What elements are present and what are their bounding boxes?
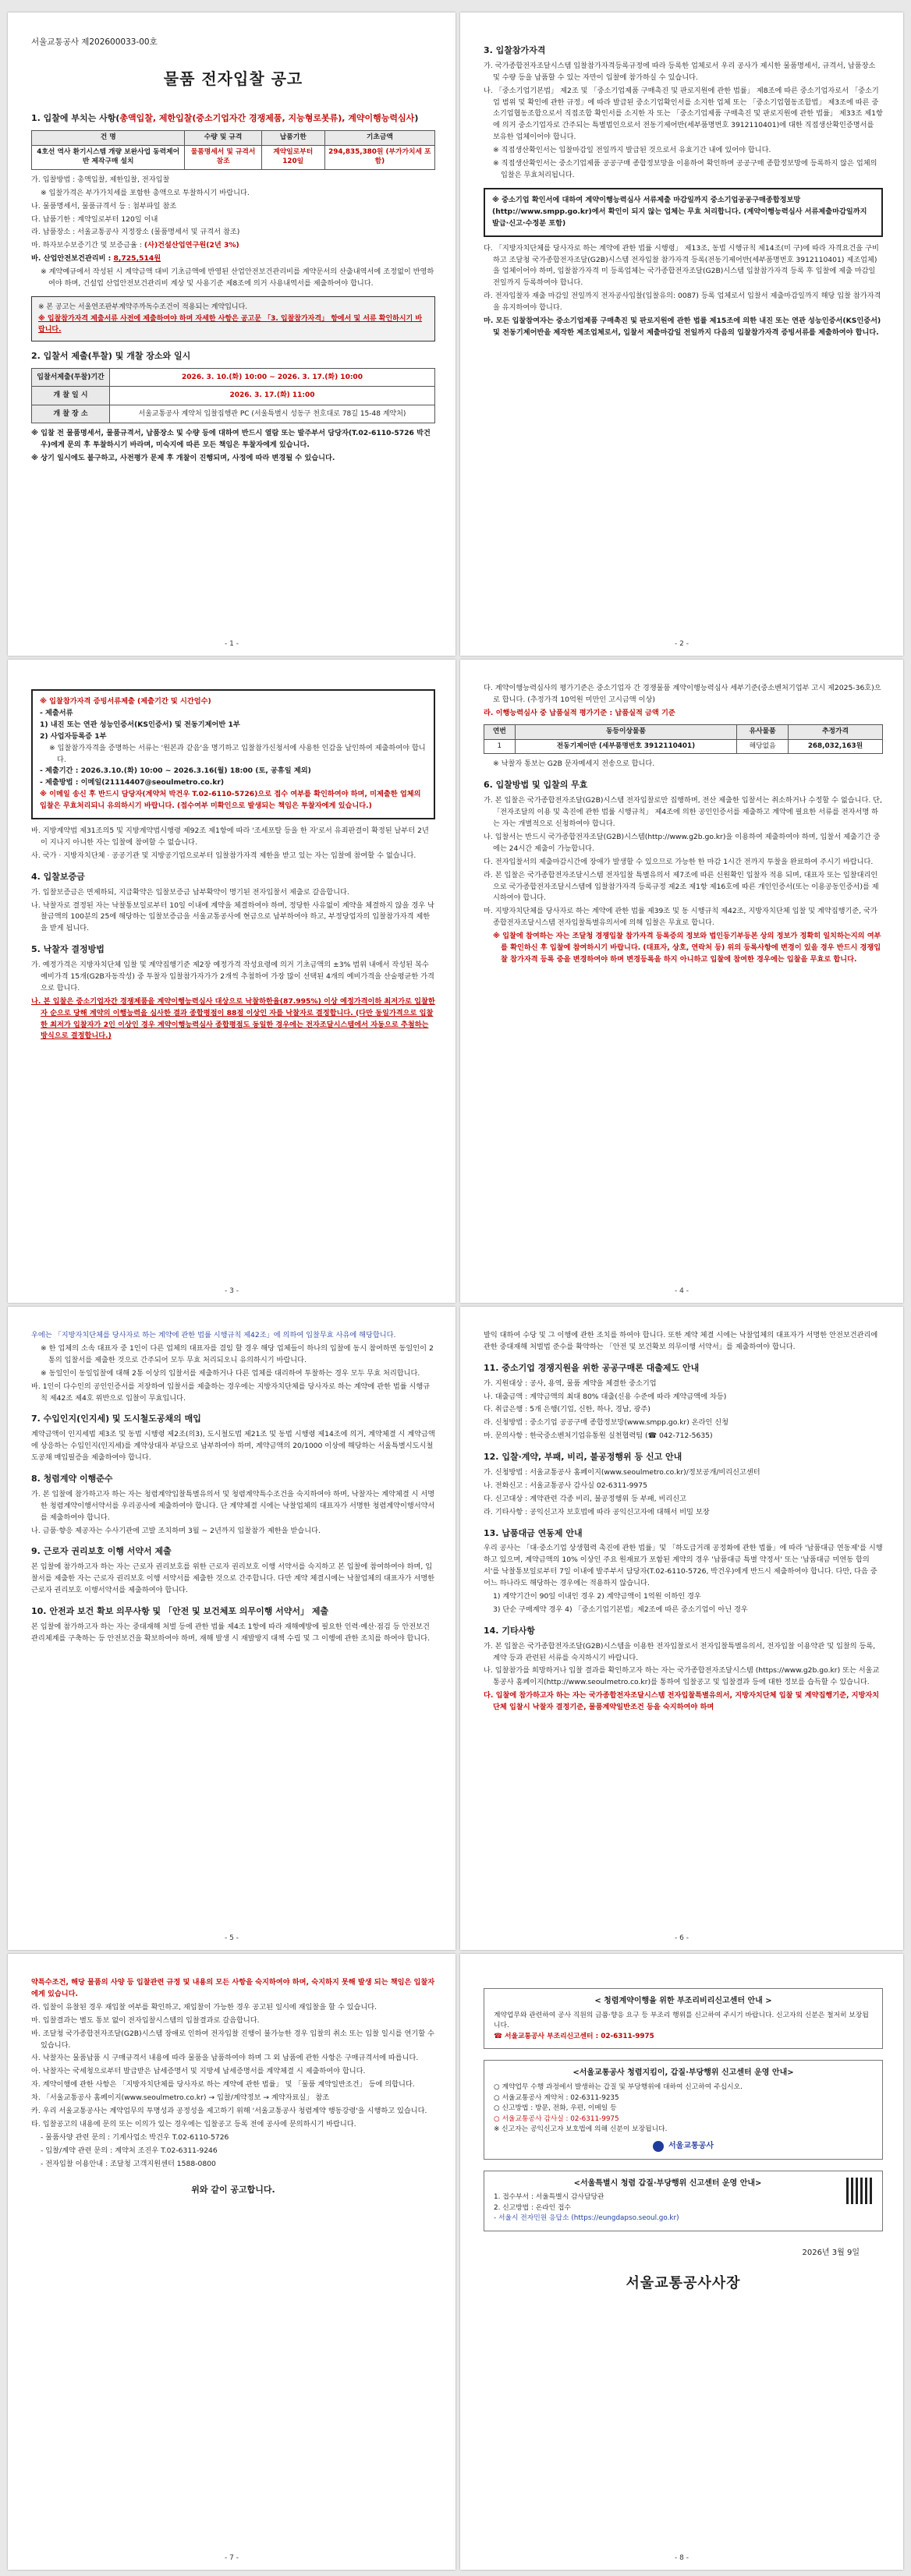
qr-code-icon	[846, 2178, 873, 2204]
list-item: 차. 「서울교통공사 홈페이지(www.seoulmetro.co.kr) → 입찰/계약정보 → 계약자료실」 참조	[31, 2093, 330, 2103]
list-item: 나. 「중소기업기본법」 제2조 및 「중소기업제품 구매촉진 및 판로지원에 관한 법률」 제8조에 따른 중소기업자로서 「중소기업 범위 및 확인에 관한 규정」에 따라 발급된 중소기업확인서를 소지한 업체 또는 「중소기업협동조합법」 제3조에 따른 중소기업협동조합으로서 직접조합 확인서를 소지한 자 또는 「중소기업제품 구매촉진 및 판로지원에 관한 법률」 제33조 제1항에 의거 중소기업자로 간주되는 특별법인으로서 전동기제어반(세부품명번호 3912110401)에 대한 직접생산확인증명서를 보유한 업체이어야 합니다.	[484, 86, 883, 142]
list-item: 바. 1인이 다수인의 공인인증서를 저장하여 입찰서를 제출하는 경우에는 지방자치단체를 당사자로 하는 계약에 관한 법률 시행규칙 제42조 제4호 위반으로 입찰이 무효입니다.	[31, 1382, 431, 1403]
notice-contact: ☎ 서울교통공사 부조리신고센터 : 02-6311-9975	[494, 2032, 654, 2040]
schedule-value: 2026. 3. 17.(화) 11:00	[110, 387, 435, 405]
section-4-heading: 4. 입찰보증금	[31, 871, 85, 882]
page-7	[8, 1954, 456, 2570]
box-line: ※ 이메일 송신 후 반드시 담당자(계약처 박건우 T.02-6110-5726)으로 접수 여부를 확인하여야 하며, 미제출한 업체의 입찰은 무효처리되니 유의하시기 바랍니다. (접수여부 미확인으로 발생되는 책임은 투찰자에게 있습니다.)	[40, 790, 421, 811]
list-item: 라. 납품장소 : 서울교통공사 지정장소 (물품명세서 및 규격서 참조)	[31, 228, 240, 237]
section-7-heading: 7. 수입인지(인지세) 및 도시철도공채의 매입	[31, 1414, 201, 1424]
lead-text: 약특수조건, 해당 물품의 사양 등 입찰관련 규정 및 내용의 모든 사항을 숙지하여야 하며, 숙지하지 못해 발생 되는 책임은 입찰자에게 있습니다.	[31, 1978, 435, 1998]
list-item: 가. 지원대상 : 공사, 용역, 물품 계약을 체결한 중소기업	[484, 1378, 657, 1388]
list-item: 바. 산업안전보건관리비 : 8,725,514원	[31, 254, 161, 264]
page-6	[460, 1307, 903, 1950]
notice-box-seoul	[484, 2171, 883, 2231]
notice-box-integrity	[484, 1988, 883, 2049]
list-item: ※ 입찰가격은 부가가치세를 포함한 총액으로 투찰하시기 바랍니다.	[41, 188, 250, 197]
table-header: 수량 및 규격	[185, 131, 261, 146]
list-item: 라. 신청방법 : 중소기업 공공구매 종합정보망(www.smpp.go.kr) 온라인 신청	[484, 1418, 729, 1428]
list-item: ※ 동일인이 동일입찰에 대해 2통 이상의 입찰서를 제출하거나 다른 업체를 대리하여 투찰하는 경우 모두 무효 처리합니다.	[41, 1368, 420, 1378]
list-item: ※ 직접생산확인서는 입찰마감일 전일까지 발급된 것으로서 유효기간 내에 있어야 합니다.	[493, 146, 771, 155]
list-item: 마. 문의사항 : 한국중소벤처기업유통원 실천협력팀 (☎ 042-712-5635)	[484, 1431, 713, 1441]
section-5-heading: 5. 낙찰자 결정방법	[31, 944, 105, 955]
list-item: 다. 「지방자치단체를 당사자로 하는 계약에 관한 법률 시행령」 제13조, 동법 시행규칙 제14조(미 구)에 따라 자격요건을 구비하고 조달청 국가종합전자조달(G2B)시스템 전자입찰 참가자격 등록(전동기제어반(세부품명번호 3912110401) 제조업체)을 업체이어야 하며, 입찰참가자격 미 등록업체는 국가종합전자조달(G2B)시스템 입찰참가자격 등록 후 입찰에 제출 마감일 전일까지 등록하여야 합니다.	[484, 243, 879, 288]
list-item: 가. 입찰방법 : 총액입찰, 제한입찰, 전자입찰	[31, 175, 170, 184]
notice-line: - 서울시 전자민원 응답소 (https://eungdapso.seoul.go.kr)	[494, 2214, 679, 2223]
schedule-key: 개 찰 장 소	[32, 405, 110, 423]
safety-note: ※ 계약예규에서 작성된 시 계약금액 대비 기초금액에 반영된 산업안전보건관리비를 계약문서의 산출내역서에 조정없이 반영하여야 하며, 건설업 산업안전보건관리비 계상 및 사용기준 제8조에 의거 사용내역서를 제출하여야 합니다.	[41, 267, 434, 288]
contact-line: - 전자입찰 이용안내 : 조달청 고객지원센터 1588-0800	[41, 2159, 216, 2168]
box-line: 2) 사업자등록증 1부	[40, 731, 107, 741]
list-item: 라. 기타사항 : 공익신고자 보호법에 따라 공익신고자에 대해서 비밀 보장	[484, 1507, 710, 1516]
page-number: - 5 -	[225, 1934, 239, 1942]
contact-line: - 입찰/계약 관련 문의 : 계약처 조진우 T.02-6311-9246	[41, 2146, 218, 2155]
list-item: 나. 입찰서는 반드시 국가종합전자조달(G2B)시스템(http://www.g2b.go.kr)을 이용하여 제출하여야 하며, 입찰서 제출기간 중에는 24시간 제출이 가능합니다.	[484, 832, 881, 853]
list-item: 라. 입찰이 유찰된 경우 재입찰 여부를 확인하고, 재입찰이 가능한 경우 공고된 일시에 재입찰을 할 수 있습니다.	[31, 2002, 378, 2012]
table-cell: 해당없음	[737, 739, 789, 754]
page-number: - 1 -	[225, 640, 239, 648]
page-8	[460, 1954, 903, 2570]
red-note: ※ 입찰에 참여하는 자는 조달청 경쟁입찰 참가자격 등록증의 정보와 법인등기부등본 상의 정보가 정확히 일치하는지의 여부를 확인하신 후 입찰에 참여하시기 바랍니다. (대표자, 상호, 연락처 등) 위의 등록사항에 변경이 있을 경우 반드시 경쟁입찰 참가자격 등록 중을 변경하여야 하며 변경등록을 하지 아니하고 입찰에 참여한 경우에는 입찰을 무효로 합니다.	[493, 932, 881, 964]
table-header: 납품기한	[261, 131, 324, 146]
list-item: 아. 낙찰자는 국세청으로부터 발급받은 납세증명서 및 지방세 납세증명서를 계약체결 시 제출하여야 합니다.	[31, 2067, 366, 2076]
box-line: ※ 입찰참가자격을 증명하는 서류는 '원본과 같음'을 명기하고 입찰참가신청서에 사용한 인감을 날인하여 제출하여야 합니다.	[49, 743, 426, 764]
list-item: 타. 입찰공고의 내용에 문의 또는 이의가 있는 경우에는 입찰공고 등록 전에 공사에 문의하시기 바랍니다.	[31, 2119, 356, 2128]
list-item: 마. 하자보수보증기간 및 보증금율 : (사)건설산업연구원(2년 3%)	[31, 241, 239, 250]
list-item: ※ 직접생산확인서는 중소기업제품 공공구매 종합정보망을 이용하여 확인하며 공공구매 종합정보망에 등록하지 않은 업체의 입찰은 무효처리됩니다.	[493, 159, 877, 179]
section-13-heading: 13. 납품대금 연동제 안내	[484, 1527, 583, 1538]
page-3	[8, 660, 456, 1303]
notice-line: ○ 계약업무 수행 과정에서 발생하는 갑질 및 부당행위에 대하여 신고하여 주십시오.	[494, 2082, 743, 2091]
company-logo: 서울교통공사	[494, 2140, 873, 2153]
table-cell: 전동기제어반 (세부품명번호 3912110401)	[515, 739, 737, 754]
notice-line: ○ 서울교통공사 감사실 : 02-6311-9975	[494, 2114, 619, 2123]
list-item: 가. 국가종합전자조달시스템 입찰참가자격등록규정에 따라 등록한 업체로서 우리 공사가 제시한 물품명세서, 규격서, 납품장소 및 수량 등을 납품할 수 있는 자만이 입찰에 참가하실 수 있습니다.	[484, 61, 876, 82]
notice-title: <서울특별시 청렴 갑질·부당행위 신고센터 운영 안내>	[573, 2178, 762, 2188]
schedule-table	[31, 368, 435, 424]
list-item: 사. 낙찰자는 물품납품 시 구매규격서 내용에 따라 물품을 납품하여야 하며 그 외 납품에 관한 사항은 구매규격서에 따릅니다.	[31, 2054, 419, 2063]
list-item: 나. 물품명세서, 물품규격서 등 : 첨부파일 참조	[31, 201, 177, 211]
schedule-key: 개 찰 일 시	[32, 387, 110, 405]
notice-title: <서울교통공사 청렴지킴이, 갑질·부당행위 신고센터 운영 안내>	[572, 2068, 794, 2078]
notice-number: 서울교통공사 제202600033-00호	[31, 37, 158, 47]
table-header: 동등이상물품	[515, 724, 737, 739]
list-item: 라. 이행능력심사 중 납품실적 평가기준 : 납품실적 금액 기준	[484, 708, 675, 717]
section-text: 본 입찰에 참가하고자 하는 자는 중대재해 처벌 등에 관한 법률 제4조 1항에 따라 재해예방에 필요한 인력·예산·점검 등 안전보건관리체계를 구축하는 등 안전보건을 확보하여야 하며, 재해 발생 시 재발방지 대책 수립 및 그 이행에 관한 조치를 하여야 합니다.	[31, 1622, 431, 1643]
section-8-heading: 8. 청렴계약 이행준수	[31, 1473, 113, 1484]
notice-line: 2. 신고방법 : 온라인 접수	[494, 2203, 572, 2212]
table-header: 기초금액	[324, 131, 434, 146]
section-text: 우리 공사는 「대·중소기업 상생협력 촉진에 관한 법률」및 「하도급거래 공정화에 관한 법률」에 따라 '납품대금 연동제'를 시행하고 있으며, 계약금액의 10% 이상인 주요 원재료가 포함된 계약의 경우 '납품대금 특별 약정서' 또는 '납품대금 미연동 합의서'를 낙찰통보일로부터 7일 이내에 발주부서 담당자(T.02-6110-5726, 박건우)에게 반드시 제출하여야 합니다. 다만, 다음 중 어느 하나라도 해당하는 경우에는 적용하지 않습니다.	[484, 1544, 883, 1588]
list-item: 카. 우리 서울교통공사는 계약업무의 투명성과 공정성을 제고하기 위해 '서울교통공사 청렴계약 행동강령'을 시행하고 있습니다.	[31, 2107, 427, 2116]
logo-mark-icon	[653, 2141, 664, 2152]
notice-line: ※ 본 공고는 서울연조판부계약주까독수조건이 적용되는 계약입니다.	[38, 303, 248, 311]
table-header: 건 명	[32, 131, 185, 146]
note: ※ 낙찰자 통보는 G2B 문자메세지 전송으로 합니다.	[493, 759, 655, 769]
page-4	[460, 660, 903, 1303]
table-header: 연번	[484, 724, 516, 739]
notice-text: 계약업무와 관련하여 공사 직원의 금품·향응 요구 등 부조리 행위를 신고하여 주시기 바랍니다. 신고자의 신분은 철저히 보장됩니다.	[494, 2011, 869, 2030]
page-number: - 3 -	[225, 1287, 239, 1295]
list-item: 나. 대출금액 : 계약금액의 최대 80% 대출(신용 수준에 따라 계약금액에 차등)	[484, 1392, 727, 1401]
list-item: 가. 신청방법 : 서울교통공사 홈페이지(www.seoulmetro.co.kr)/정보공개/비리신고센터	[484, 1467, 760, 1477]
table-cell: 1	[484, 739, 516, 754]
list-item: 다. 신고대상 : 계약관련 각종 비리, 불공정행위 등 부패, 비리신고	[484, 1494, 687, 1503]
list-item: 라. 본 입찰은 국가종합전자조달시스템 전자입찰 특별유의서 제7조에 따른 신원확인 입찰자 적용 되며, 대표자 또는 입찰대리인으로 국가종합전자조달시스템에 입찰참가자격 등록규정 제2조 제1항 제16호에 따른 개인인증서(또는 이용공동인증서)를 제시하여야 합니다.	[484, 870, 879, 903]
notice-line: ○ 서울교통공사 계약처 : 02-6311-9235	[494, 2093, 619, 2102]
schedule-value: 서울교통공사 계약처 입찰집행관 PC (서울특별시 성동구 천호대로 78길 15-48 계약처)	[110, 405, 435, 423]
schedule-key: 입찰서제출(투찰)기간	[32, 368, 110, 387]
notice-line: 1. 접수부서 : 서울특별시 감사담당관	[494, 2193, 604, 2201]
section-text: 나. 금품·향응 제공자는 수사기관에 고발 조치하며 3월 ~ 2년까지 입찰참가 제한을 받습니다.	[31, 1526, 321, 1535]
notice-line: ※ 신고자는 공익신고자 보호법에 의해 신분이 보장됩니다.	[494, 2125, 668, 2134]
record-table	[484, 724, 883, 755]
list-item: 가. 본 입찰은 국가종합전자조달(G2B)시스템을 이용한 전자입찰로서 전자입찰특별유의서, 전자입찰 이용약관 및 입찰의 등록, 계약 등과 관련된 서류를 숙지하시기 바랍니다.	[484, 1641, 876, 1662]
section-11-heading: 11. 중소기업 경쟁지원을 위한 공공구매론 대출제도 안내	[484, 1362, 700, 1373]
list-item: 나. 입찰참가를 희망하거나 입찰 결과를 확인하고자 하는 자는 국가종합전자조달시스템 (https://www.g2b.go.kr) 또는 서울교통공사 홈페이지(http://www.seoulmetro.co.kr)를 통하여 입찰공고 및 입찰결과 등에 대한 정보를 습득할 수 있습니다.	[484, 1666, 880, 1687]
list-item: 다. 전자입찰서의 제출마감시간에 장애가 발생할 수 있으므로 가능한 한 마감 1시간 전까지 투찰을 완료하여 주시기 바랍니다.	[484, 857, 874, 866]
note: ※ 입찰 전 물품명세서, 물품규격서, 납품장소 및 수량 등에 대하여 반드시 열람 또는 발주부서 담당자(T.02-6110-5726 박건우)에게 문의 후 투찰하시기 바라며, 미숙지에 따른 모든 책임은 투찰자에게 있습니다.	[31, 429, 431, 450]
section-text: 가. 본 입찰에 참가하고자 하는 자는 청렴계약입찰특별유의서 및 청렴계약특수조건을 숙지하여야 하며, 낙찰자는 계약체결 시 서명한 청렴계약이행서약서를 우리공사에 제출하여야 합니다. 단 계약체결 시에는 낙찰업체의 대표자가 서명한 청렴계약이행서약서를 제출하여야 합니다.	[31, 1489, 435, 1522]
warning-box: ※ 중소기업 확인서에 대하여 계약이행능력심사 서류제출 마감일까지 중소기업공공구매종합정보망(http://www.smpp.go.kr)에서 확인이 되지 않는 업체는 무효 처리합니다. (계약이행능력심사 서류제출마감일까지 발급·신고·수정분 포함)	[484, 188, 883, 237]
box-line: 1) 내진 또는 연관 성능인증서(KS인증서) 및 전동기제어반 1부	[40, 720, 240, 729]
contact-line: - 물품사양 관련 문의 : 기계사업소 박건우 T.02-6110-5726	[41, 2132, 229, 2142]
list-item: 나. 본 입찰은 중소기업자간 경쟁제품을 계약이행능력심사 대상으로 낙찰하한율(87.995%) 이상 예정가격이하 최저가로 입찰한 자 순으로 당해 계약의 이행능력을 심사한 결과 종합평점이 88점 이상인 자를 낙찰자로 결정합니다. (다만 동일가격으로 입찰한 최저가 입찰자가 2인 이상인 경우 계약이행능력심사 종합평점도 동일한 경우에는 전자조달시스템에서 자동으로 추첨하는 방식으로 결정합니다.)	[31, 996, 435, 1041]
section-6-heading: 6. 입찰방법 및 입찰의 무효	[484, 780, 588, 791]
section-14-heading: 14. 기타사항	[484, 1625, 535, 1636]
page-1	[8, 12, 456, 656]
list-item: ※ 한 업체의 소속 대표자 중 1인이 다른 업체의 대표자를 겸임 할 경우 해당 업체들이 하나의 입찰에 동시 참여하면 동일인이 2통의 입찰서를 제출한 것으로 간주되어 모두 무효 처리되오니 유의하시기 바랍니다.	[41, 1343, 434, 1364]
table-header: 추정가격	[788, 724, 882, 739]
section-12-heading: 12. 입찰·계약, 부패, 비리, 불공정행위 등 신고 안내	[484, 1452, 682, 1463]
table-cell: 계약일로부터 120일	[261, 146, 324, 170]
table-cell: 4호선 역사 환기시스템 개량 보완사업 동력제어반 제작구매 설치	[32, 146, 185, 170]
submission-box	[31, 689, 435, 819]
page-2	[460, 12, 903, 656]
list-item: 가. 입찰보증금은 면제하되, 지급확약은 입찰보증금 납부확약이 명기된 전자입찰서 제출로 갈음합니다.	[31, 887, 349, 897]
notice-date: 2026년 3월 9일	[802, 2248, 860, 2257]
section-10-heading: 10. 안전과 보건 확보 의무사항 및 「안전 및 보건체포 의무이행 서약서」 제출	[31, 1605, 329, 1616]
schedule-value: 2026. 3. 10.(화) 10:00 ~ 2026. 3. 17.(화) 10:00	[110, 368, 435, 387]
list-item: 1) 계약기간이 90일 이내인 경우 2) 계약금액이 1억원 이하인 경우	[493, 1592, 701, 1601]
list-item: 라. 전자입찰자 재출 마감일 전일까지 전자공사입찰(입찰유의: 0087) 등록 업체로서 입찰서 제출마감일까지 해당 입찰 참가자격을 유지하여야 합니다.	[484, 292, 881, 313]
box-line: - 제출방법 : 이메일(21114407@seoulmetro.co.kr)	[40, 778, 225, 787]
section-3-heading: 3. 입찰참가자격	[484, 45, 546, 55]
table-header: 유사물품	[737, 724, 789, 739]
list-item: 마. 모든 입찰참여자는 중소기업제품 구매촉진 및 판로지원에 관한 법률 제15조에 의한 내진 또는 연관 성능인증서(KS인증서) 및 전동기제어반을 제작한 제조업체로서, 입찰서 제출마감일 전일까지 다음의 입찰참가자격 증빙서류를 제출하여야 합니다.	[484, 317, 881, 337]
list-item: 다. 납품기한 : 계약일로부터 120일 이내	[31, 214, 158, 224]
table-cell: 294,835,380원 (부가가치세 포함)	[324, 146, 434, 170]
table-cell: 268,032,163원	[788, 739, 882, 754]
section-text: 본 입찰에 참가하고자 하는 자는 근로자 권리보호를 위한 근로자 권리보호 이행 서약서를 숙지하고 본 입찰에 참여하여야 하며, 입찰서를 제출한 자는 근로자 권리보호 이행 서약서를 제출한 것으로 간주합니다. 다만 계약 체결시에는 낙찰업체의 대표자가 서명한 근로자 권리보호 이행서약서를 제출하여야 합니다.	[31, 1562, 435, 1595]
list-item: 나. 전화신고 : 서울교통공사 감사실 02-6311-9975	[484, 1481, 647, 1490]
section-2-heading: 2. 입찰서 제출(투찰) 및 개찰 장소와 일시	[31, 350, 191, 361]
list-item: 가. 본 입찰은 국가종합전자조달(G2B)시스템 전자입찰로만 집행하며, 전산 제출한 입찰서는 취소하거나 수정할 수 없습니다. 단, 「전자조달의 이용 및 촉진에 관한 법률 시행규칙」 제4조에 의한 공인인증서를 제출하고 계약에 필요한 서류를 전자서명 하는 자는 개별적으로 신청하여야 합니다.	[484, 796, 882, 828]
notice-title: < 청렴계약이행을 위한 부조리비리신고센터 안내 >	[594, 1997, 772, 2005]
list-item: 다. 입찰에 참가하고자 하는 자는 국가종합전자조달시스템 전자입찰특별유의서, 지방자치단체 입찰 및 계약집행기준, 지방자치단체 입찰시 낙찰자 결정기준, 물품계약일반조건 등을 숙지하여야 하며	[484, 1691, 880, 1712]
box-line: - 제출서류	[40, 708, 73, 717]
list-item: 다. 계약이행능력심사의 평가기준은 중소기업자 간 경쟁물품 계약이행능력심사 세부기준(중소벤처기업부 고시 제2025-36호)으로 합니다. (추정가격 10억원 미만인 고시금액 이상)	[484, 684, 881, 704]
list-item: 나. 낙찰자로 결정된 자는 낙찰통보일로부터 10일 이내에 계약을 체결하여야 하며, 정당한 사유없이 계약을 체결하지 않을 경우 낙찰금액의 100분의 25에 해당하는 입찰보증금을 서울교통공사에 현금으로 납부하여야 하고, 부정당업자의 입찰참가자격 제한을 받게 됩니다.	[31, 901, 434, 933]
list-item: 자. 계약이행에 관한 사항은 「지방자치단체를 당사자로 하는 계약에 관한 법률」 및 「물품 계약일반조건」 등에 의합니다.	[31, 2080, 415, 2089]
list-item: 다. 취급은행 : 5개 은행(기업, 신한, 하나, 경남, 광주)	[484, 1405, 650, 1414]
page-title: 물품 전자입찰 공고	[163, 69, 303, 88]
list-item: 가. 예정가격은 지방자치단체 입찰 및 계약집행기준 제2장 예정가격 작성요령에 의거 기초금액의 ±3% 범위 내에서 작성된 복수예비가격 15개(G2B자동작성) 중 투찰자 입찰참가자가가 2개씩 추첨하여 가장 많이 선택된 4개의 예비가격을 산술평균한 가격으로 합니다.	[31, 961, 434, 993]
table-cell: 물품명세서 및 규격서 참조	[185, 146, 261, 170]
page-number: - 2 -	[675, 640, 689, 648]
list-item: 마. 입찰결과는 별도 통보 없이 전자입찰시스템의 입찰결과로 갈음합니다.	[31, 2015, 260, 2025]
page-number: - 7 -	[225, 2554, 239, 2562]
list-item: 마. 지방자치단체를 당사자로 하는 계약에 관한 법률 제39조 및 동 시행규칙 제42조, 지방자치단체 입찰 및 계약집행기준, 국가종합전자조달시스템 전자입찰특별유의서에 의해 입찰은 무효로 합니다.	[484, 907, 877, 928]
box-title: ※ 입찰참가자격 증빙서류제출 (제출기간 및 시간엄수)	[40, 697, 211, 706]
section-text: 계약금액이 인지세법 제3조 및 동법 시행령 제2조(의3), 도시철도법 제21조 및 동법 시행령 제14조에 의거, 계약체결 시 계약금액에 상응하는 수입인지(인지세)를 계약상대자 부담으로 납부하여야 하며, 계약금액의 20/1000 이상에 해당하는 서울특별시도시철도공채 매입필증을 제출하여야 합니다.	[31, 1430, 435, 1463]
list-item: 바. 조달청 국가종합전자조달(G2B)시스템 장애로 인하여 전자입찰 진행이 불가능한 경우 입찰의 취소 또는 입찰 일시를 연기할 수 있습니다.	[31, 2029, 434, 2050]
box-line: - 제출기간 : 2026.3.10.(화) 10:00 ~ 2026.3.16(월) 18:00 (토, 공휴일 제외)	[40, 766, 311, 776]
page-number: - 6 -	[675, 1934, 689, 1942]
note: ※ 상기 일시에도 불구하고, 사전평가 문제 후 개찰이 진행되며, 사정에 따라 변경될 수 있습니다.	[31, 454, 335, 463]
closing-text: 위와 같이 공고합니다.	[191, 2184, 275, 2195]
list-item: 3) 단순 구매계약 경우 4) 「중소기업기본법」제2조에 따른 중소기업이 아닌 경우	[493, 1605, 748, 1614]
section-9-heading: 9. 근로자 권리보호 이행 서약서 제출	[31, 1546, 172, 1557]
notice-box	[31, 296, 435, 341]
lead-text: 발익 대하여 수당 및 그 이행에 관한 조치를 하여야 합니다. 또한 계약 체결 시에는 낙찰업체의 대표자가 서명한 안전보건관리에 관한 중대재해 처벌법 준수를 확약하는 「안전 및 보건확보 의무이행 서약서」를 제출하여야 합니다.	[484, 1331, 878, 1351]
list-item: 사. 국가 · 지방자치단체 · 공공기관 및 지방공기업으로부터 입찰참가자격 제한을 받고 있는 자는 입찰에 참여할 수 없습니다.	[31, 851, 417, 860]
signature-title: 서울교통공사사장	[626, 2275, 741, 2292]
section-1-heading: 1. 입찰에 부치는 사항(총액입찰, 제한입찰(중소기업자간 경쟁제품, 지능형로봇류), 계약이행능력심사)	[31, 113, 419, 124]
lead-text: 우에는 「지방자치단체를 당사자로 하는 계약에 관한 법률 시행규칙 제42조」에 의하여 입찰무효 사유에 해당합니다.	[31, 1331, 396, 1339]
list-item: 바. 지방계약법 제31조의5 및 지방계약법시행령 제92조 제1항에 따라 '조세포탈 등을 한 자'로서 유죄판결이 확정된 날부터 2년이 지나지 아니한 자는 입찰에 참여할 수 없습니다.	[31, 826, 429, 847]
notice-line: ○ 신고방법 : 방문, 전화, 우편, 이메일 등	[494, 2104, 617, 2113]
page-number: - 8 -	[675, 2554, 689, 2562]
item-table	[31, 130, 435, 170]
page-5	[8, 1307, 456, 1950]
notice-box-report	[484, 2060, 883, 2159]
page-number: - 4 -	[675, 1287, 689, 1295]
notice-line: ※ 입찰참가자격 제출서류 사전에 제출하여야 하며 자세한 사항은 공고문 「3. 입찰참가자격」 항에서 및 서류 확인하시기 바랍니다.	[38, 314, 423, 334]
